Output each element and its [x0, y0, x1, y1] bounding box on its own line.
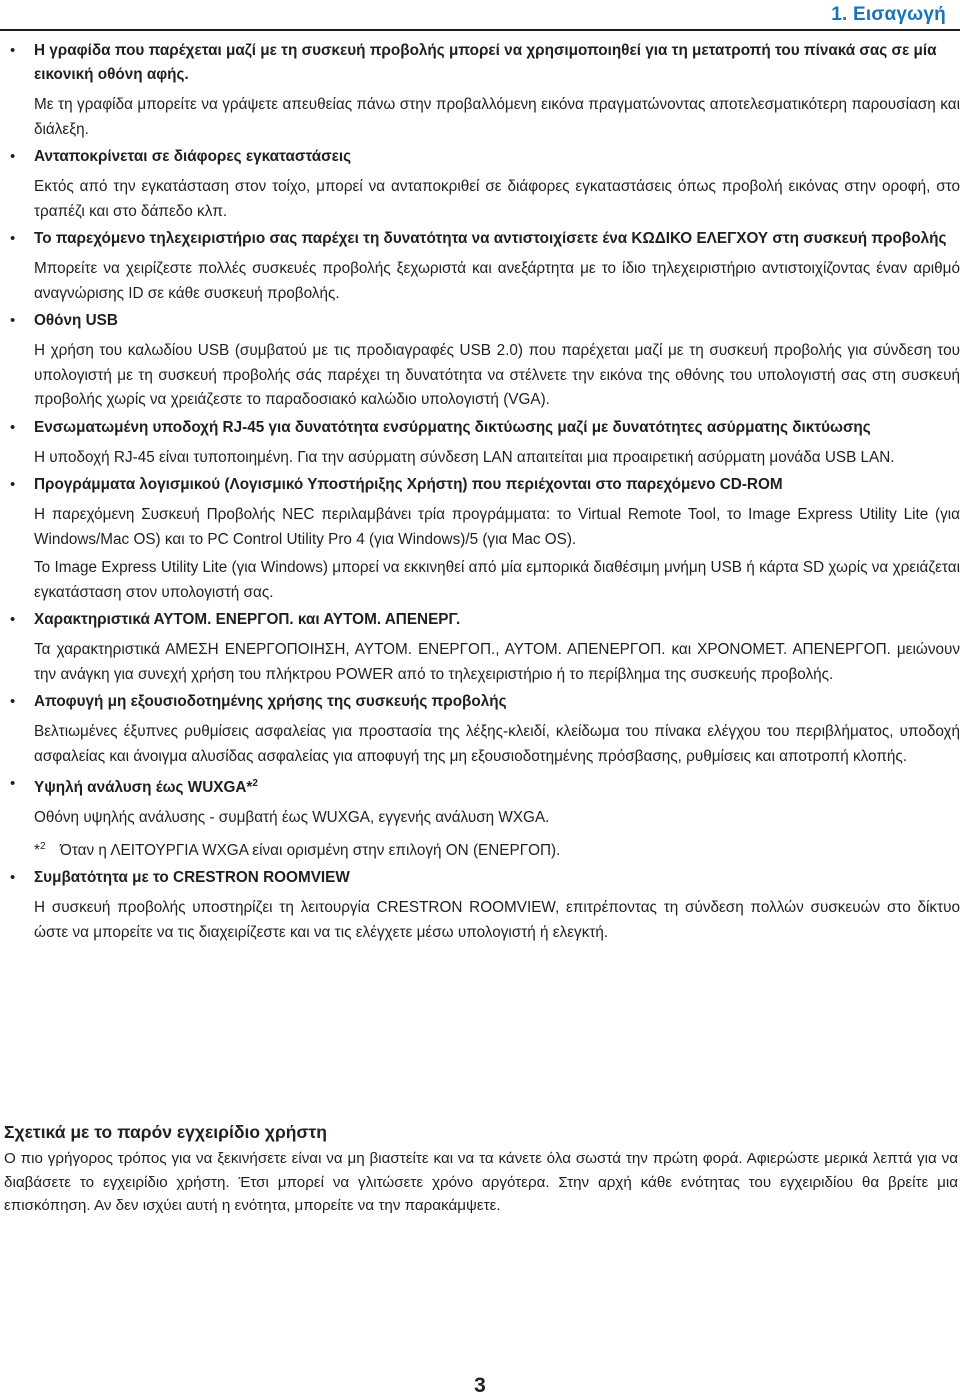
feature-description: Οθόνη υψηλής ανάλυσης - συμβατή έως WUXGA, εγγενής ανάλυση WXGA.	[34, 809, 550, 827]
feature-description: Η χρήση του καλωδίου USB (συμβατού με τις προδιαγραφές USB 2.0) που παρέχεται μαζί με τη συσκευή προβολής για σύνδεση του υπολογιστή με τη συσκευή προβολής σάς παρέχει τη δυνατότητα να στέλνετε την εικόνα της οθόνης του υπολογιστή σας στη συσκευή προβολής χωρίς να χρειάζεστε το παραδοσιακό καλώδιο υπολογιστή (VGA).	[34, 342, 960, 408]
feature-description: Εκτός από την εγκατάσταση στον τοίχο, μπορεί να ανταποκριθεί σε διάφορες εγκαταστάσεις όπως προβολή εικόνας στην οροφή, στο τραπέζι και στο δάπεδο κλπ.	[34, 178, 960, 220]
bullet-icon: •	[10, 611, 16, 628]
feature-item-security	[8, 690, 960, 769]
feature-title: Το παρεχόμενο τηλεχειριστήριο σας παρέχει τη δυνατότητα να αντιστοιχίσετε ένα ΚΩΔΙΚΟ ΕΛΕΓΧΟΥ στη συσκευή προβολής	[34, 230, 947, 247]
bullet-icon: •	[10, 418, 16, 436]
feature-description: Το Image Express Utility Lite (για Windows) μπορεί να εκκινηθεί από μία εμπορικά διαθέσιμη μνήμη USB ή κάρτα SD χωρίς να χρειάζεται εγκατάσταση στον υπολογιστή σας.	[34, 559, 960, 601]
feature-item-usb-display	[8, 309, 960, 413]
bullet-icon: •	[10, 148, 16, 165]
footnote-text: Όταν η ΛΕΙΤΟΥΡΓΙΑ WXGA είναι ορισμένη στην επιλογή ON (ΕΝΕΡΓΟΠ).	[60, 841, 561, 859]
feature-item-control-id	[8, 227, 960, 306]
feature-title-text: Υψηλή ανάλυση έως WUXGA*	[34, 779, 253, 797]
feature-item-rj45	[8, 416, 960, 471]
feature-title: Ανταποκρίνεται σε διάφορες εγκαταστάσεις	[34, 148, 352, 165]
feature-item-installations	[8, 145, 960, 224]
footnote-superscript: 2	[252, 778, 258, 789]
about-manual-section	[4, 1122, 958, 1218]
footnote-number: 2	[39, 840, 46, 852]
bullet-icon: •	[10, 42, 16, 59]
feature-description: Τα χαρακτηριστικά ΑΜΕΣΗ ΕΝΕΡΓΟΠΟΙΗΣΗ, ΑΥΤΟΜ. ΕΝΕΡΓΟΠ., ΑΥΤΟΜ. ΑΠΕΝΕΡΓΟΠ. και ΧΡΟΝΟΜΕΤ. ΑΠΕΝΕΡΓΟΠ. μειώνουν την ανάγκη για συνεχή χρήση του πλήκτρου POWER από το τηλεχειριστήριο ή το περίβλημα της συσκευής προβολής.	[34, 641, 960, 683]
footnote-asterisk: *	[34, 841, 40, 859]
feature-item-software	[8, 473, 960, 605]
feature-description: Η παρεχόμενη Συσκευή Προβολής NEC περιλαμβάνει τρία προγράμματα: το Virtual Remote Tool, το Image Express Utility Lite (για Windows/Mac OS) και το PC Control Utility Pro 4 (για Windows)/5 (για Mac OS).	[34, 506, 960, 548]
section-body: Ο πιο γρήγορος τρόπος για να ξεκινήσετε είναι να μη βιαστείτε και να τα κάνετε όλα σωστά την πρώτη φορά. Αφιερώστε μερικά λεπτά για να διαβάσετε το εγχειρίδιο χρήστη. Έτσι μπορεί να γλιτώσετε χρόνο αργότερα. Στην αρχή κάθε ενότητας του εγχειριδίου θα βρείτε μια επισκόπηση. Αν δεν ισχύει αυτή η ενότητα, μπορείτε να την παρακάμψετε.	[4, 1150, 958, 1214]
chapter-title: 1. Εισαγωγή	[831, 4, 946, 25]
footnote	[34, 835, 960, 864]
feature-title: Χαρακτηριστικά ΑΥΤΟΜ. ΕΝΕΡΓΟΠ. και ΑΥΤΟΜ. ΑΠΕΝΕΡΓ.	[34, 611, 461, 628]
feature-description: Η συσκευή προβολής υποστηρίζει τη λειτουργία CRESTRON ROOMVIEW, επιτρέποντας τη σύνδεση πολλών συσκευών στο δίκτυο ώστε να μπορείτε να τις διαχειρίζεστε και να τις ελέγχετε μέσω υπολογιστή ή ελεγκτή.	[34, 899, 960, 941]
feature-description: Με τη γραφίδα μπορείτε να γράψετε απευθείας πάνω στην προβαλλόμενη εικόνα πραγματώνοντας αποτελεσματικότερη παρουσίαση και διάλεξη.	[34, 96, 960, 138]
feature-title: Η γραφίδα που παρέχεται μαζί με τη συσκευή προβολής μπορεί να χρησιμοποιηθεί για τη μετατροπή του πίνακά σας σε μία εικονική οθόνη αφής.	[34, 42, 937, 83]
feature-list	[8, 39, 960, 947]
feature-description: Η υποδοχή RJ-45 είναι τυποποιημένη. Για την ασύρματη σύνδεση LAN απαιτείται μια προαιρετική ασύρματη μονάδα USB LAN.	[34, 448, 895, 466]
feature-title: Ενσωματωμένη υποδοχή RJ-45 για δυνατότητα ενσύρματης δικτύωσης μαζί με δυνατότητες ασύρματης δικτύωσης	[34, 418, 871, 436]
header-rule	[0, 29, 960, 31]
feature-description: Μπορείτε να χειρίζεστε πολλές συσκευές προβολής ξεχωριστά και ανεξάρτητα με το ίδιο τηλεχειριστήριο αντιστοιχίζοντας έναν αριθμό αναγνώρισης ID σε κάθε συσκευή προβολής.	[34, 260, 960, 302]
footnote-mark	[34, 835, 60, 864]
feature-title: Προγράμματα λογισμικού (Λογισμικό Υποστήριξης Χρήστη) που περιέχονται στο παρεχόμενο CD-ROM	[34, 476, 783, 493]
feature-item-auto-power	[8, 608, 960, 687]
bullet-icon: •	[10, 869, 16, 887]
bullet-icon: •	[10, 476, 16, 493]
bullet-icon: •	[10, 775, 16, 792]
page-number: 3	[474, 1374, 486, 1397]
feature-item-crestron	[8, 866, 960, 945]
feature-title: Συμβατότητα με το CRESTRON ROOMVIEW	[34, 869, 350, 887]
feature-title: Οθόνη USB	[34, 312, 118, 329]
section-heading: Σχετικά με το παρόν εγχειρίδιο χρήστη	[4, 1122, 327, 1142]
feature-item-resolution	[8, 772, 960, 863]
bullet-icon: •	[10, 693, 16, 710]
feature-title: Αποφυγή μη εξουσιοδοτημένης χρήσης της συσκευής προβολής	[34, 693, 507, 710]
feature-title	[34, 772, 960, 800]
feature-description: Βελτιωμένες έξυπνες ρυθμίσεις ασφαλείας για προστασία της λέξης-κλειδί, κλείδωμα του πίνακα ελέγχου του περιβλήματος, υποδοχή ασφαλείας και άνοιγμα αλυσίδας ασφαλείας για αποφυγή της μη εξουσιοδοτημένης πρόσβασης, ρυθμίσεις και αποτροπή κλοπής.	[34, 723, 960, 765]
bullet-icon: •	[10, 312, 16, 329]
bullet-icon: •	[10, 230, 16, 247]
feature-item-touch-pen	[8, 39, 960, 142]
